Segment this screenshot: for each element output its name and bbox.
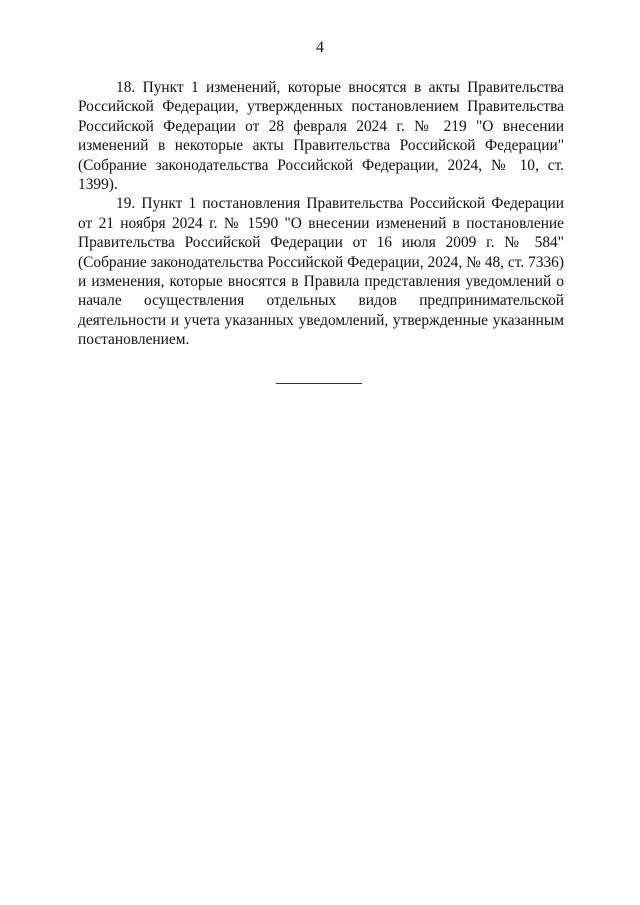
end-separator-line <box>276 383 362 384</box>
paragraph-item-18: 18. Пункт 1 изменений, которые вносятся в акты Правительства Российской Федерации, утвержденных постановлением Правительства Российской Федерации от 28 февраля 2024 г. № 219 "О внесении изменений в некоторые акты Правительства Российской Федерации" (Собрание законодательства Российской Федерации, 2024, № 10, ст. 1399). <box>78 79 564 194</box>
document-body <box>78 78 564 350</box>
paragraph-item-19: 19. Пункт 1 постановления Правительства Российской Федерации от 21 ноября 2024 г. № 1590 "О внесении изменений в постановление Правительства Российской Федерации от 16 июля 2009 г. № 584" (Собрание законодательства Российской Федерации, 2024, № 48, ст. 7336) и изменения, которые вносятся в Правила представления уведомлений о начале осуществления отдельных видов предпринимательской деятельности и учета указанных уведомлений, утвержденные указанным постановлением. <box>78 195 564 349</box>
page-number: 4 <box>316 39 324 56</box>
